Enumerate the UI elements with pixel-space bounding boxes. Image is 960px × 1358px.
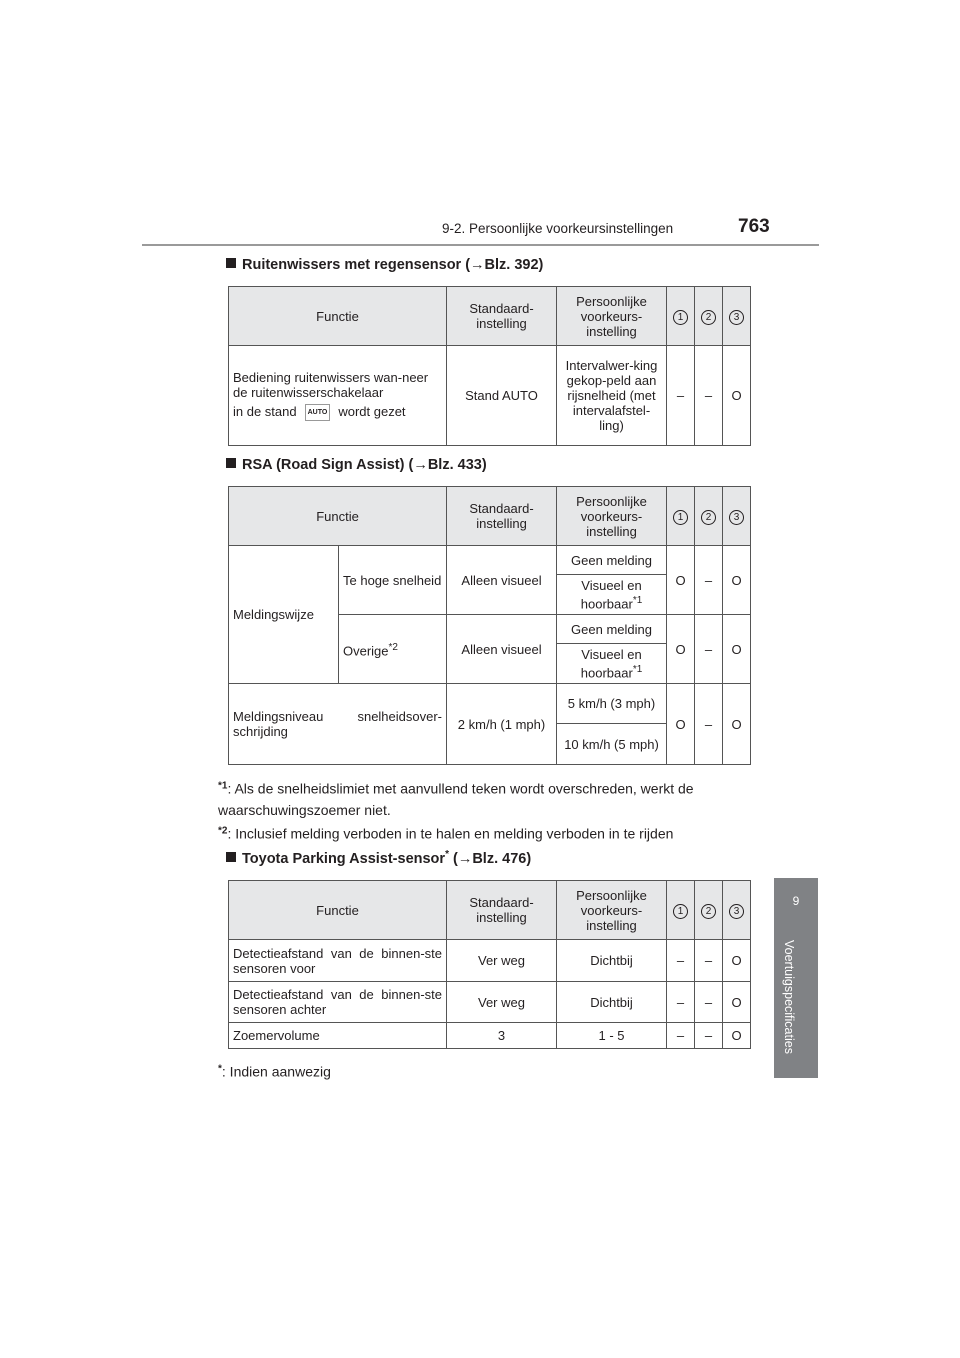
footnote-1: $^{*1}$: Als de snelheidslimiet met aanvullend teken wordt overschreden, werkt de waarschuwingszoemer niet.	[218, 780, 694, 818]
col-2: 2	[695, 487, 723, 546]
col-1: 1	[667, 881, 695, 940]
col-default: Standaard-instelling	[447, 287, 557, 346]
table-header-row	[229, 881, 751, 940]
table-row: Detectieafstand van de binnen-ste sensoren voor Ver weg Dichtbij – – O	[229, 940, 751, 982]
col-default: Standaard-instelling	[447, 487, 557, 546]
row-default: Stand AUTO	[447, 346, 557, 446]
row-function: Bediening ruitenwissers wan-neer de ruitenwisserschakelaar in de stand AUTO wordt gezet	[229, 346, 447, 446]
square-bullet-icon	[226, 458, 236, 468]
col-2: 2	[695, 287, 723, 346]
table-row: Overige$^{*2}$ Alleen visueel Geen melding O – O	[229, 615, 751, 644]
table-parking	[228, 880, 751, 1049]
table-wipers	[228, 286, 751, 446]
footnote-2: $^{*2}$: Inclusief melding verboden in te halen en melding verboden in te rijden	[218, 825, 674, 842]
table-row: Bediening ruitenwissers wan-neer de ruitenwisserschakelaar in de stand AUTO wordt gezet Stand AUTO Intervalwer-king gekop-peld aan rijsnelheid (met intervalafstel-ling) – – O	[229, 346, 751, 446]
table-rsa	[228, 486, 751, 765]
table-row: Meldingsniveau snelheidsover-schrijding 2 km/h (1 mph) 5 km/h (3 mph) O – O	[229, 684, 751, 724]
table-row: Visueel en hoorbaar$^{*1}$	[229, 575, 751, 615]
table-row: Detectieafstand van de binnen-ste sensoren achter Ver weg Dichtbij – – O	[229, 982, 751, 1023]
table-header-row	[229, 287, 751, 346]
section-title-wipers: Ruitenwissers met regensensor (→Blz. 392)	[226, 257, 543, 273]
col-default: Standaard-instelling	[447, 881, 557, 940]
header-rule	[142, 244, 819, 246]
chapter-tab	[774, 878, 818, 1078]
section-title-parking: Toyota Parking Assist-sensor* (→Blz. 476)	[226, 849, 531, 867]
col-function: Functie	[229, 287, 447, 346]
col-3: 3	[723, 881, 751, 940]
col-3: 3	[723, 487, 751, 546]
table-row: Visueel en hoorbaar$^{*1}$	[229, 644, 751, 684]
col-personal: Persoonlijke voorkeurs-instelling	[557, 487, 667, 546]
page-number: 763	[738, 216, 770, 237]
table-row: Zoemervolume 3 1 - 5 – – O	[229, 1023, 751, 1049]
section-title-rsa: RSA (Road Sign Assist) (→Blz. 433)	[226, 457, 487, 473]
row-personal: Intervalwer-king gekop-peld aan rijsnelheid (met intervalafstel-ling)	[557, 346, 667, 446]
table-header-row	[229, 487, 751, 546]
col-personal: Persoonlijke voorkeurs-instelling	[557, 881, 667, 940]
running-header: 9-2. Persoonlijke voorkeursinstellingen	[442, 221, 674, 236]
group-label: Meldingswijze	[229, 546, 339, 684]
footnote-availability: *: Indien aanwezig	[218, 1063, 331, 1080]
auto-switch-icon: AUTO	[305, 404, 331, 421]
square-bullet-icon	[226, 852, 236, 862]
col-function: Functie	[229, 487, 447, 546]
chapter-label: Voertuigspecificaties	[782, 940, 796, 1054]
table-row: Meldingswijze Te hoge snelheid Alleen visueel Geen melding O – O	[229, 546, 751, 575]
col-function: Functie	[229, 881, 447, 940]
col-personal: Persoonlijke voorkeurs-instelling	[557, 287, 667, 346]
col-1: 1	[667, 287, 695, 346]
table-row: 10 km/h (5 mph)	[229, 724, 751, 765]
square-bullet-icon	[226, 258, 236, 268]
col-2: 2	[695, 881, 723, 940]
col-3: 3	[723, 287, 751, 346]
col-1: 1	[667, 487, 695, 546]
chapter-number: 9	[792, 894, 800, 908]
